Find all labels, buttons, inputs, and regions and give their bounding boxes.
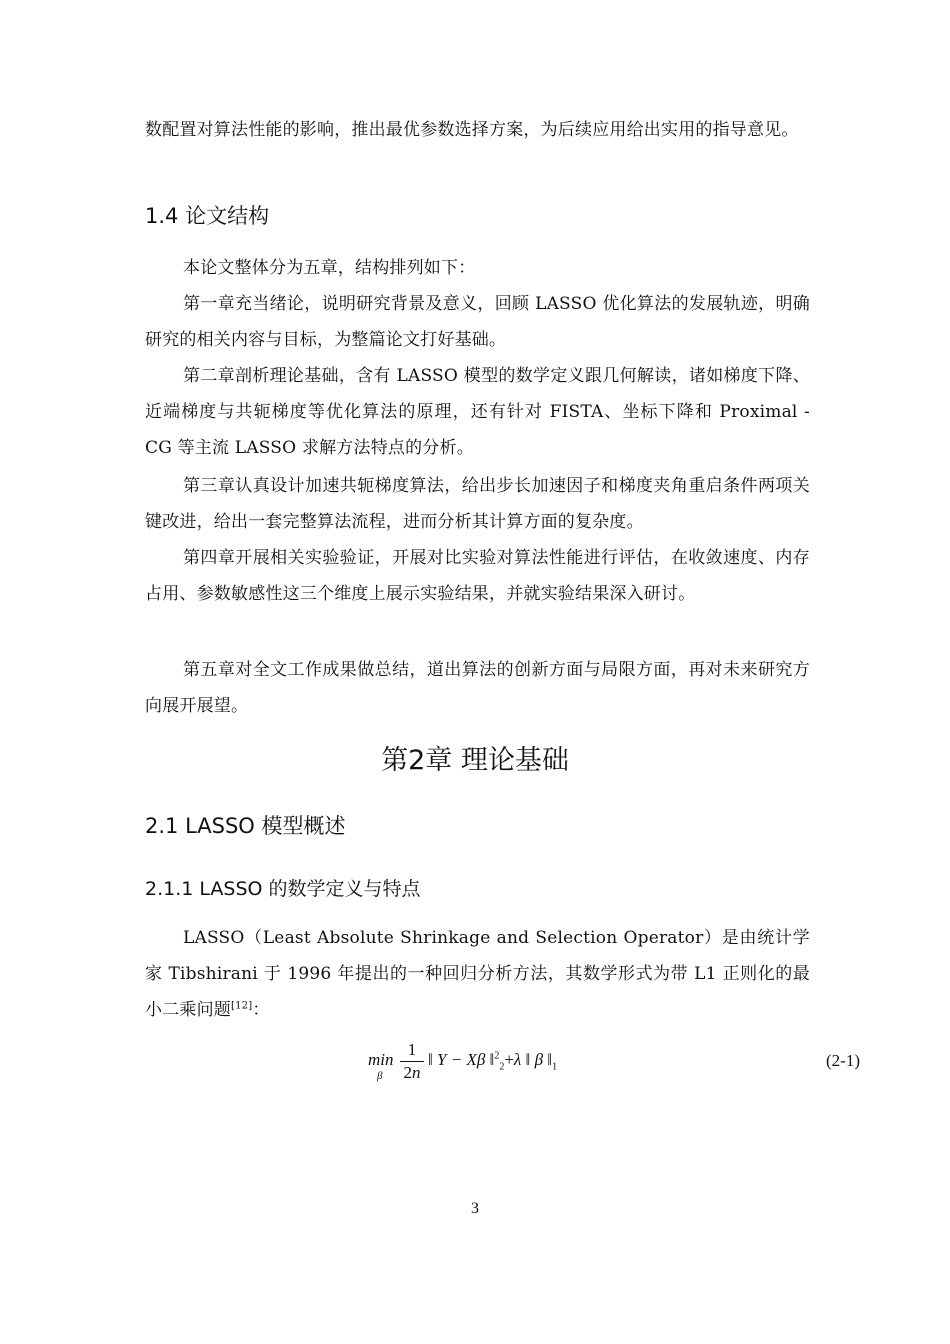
section-heading-2-1: 2.1 LASSO 模型概述 xyxy=(145,814,346,838)
equation-denominator xyxy=(400,1063,424,1083)
chapter-title: 第2章 理论基础 xyxy=(381,745,569,776)
equation-norm-b-sub: 1 xyxy=(552,1061,558,1073)
citation-ref[interactable]: [12] xyxy=(231,1000,253,1012)
paragraph-chapter-3: 第三章认真设计加速共轭梯度算法，给出步长加速因子和梯度夹角重启条件两项关键改进，给出一套完整算法流程，进而分析其计算方面的复杂度。 xyxy=(145,476,810,532)
fraction-bar xyxy=(400,1061,424,1062)
equation-body xyxy=(428,1050,557,1072)
equation-number: (2-1) xyxy=(826,1051,860,1070)
section-heading-2-1-1: 2.1.1 LASSO 的数学定义与特点 xyxy=(145,878,421,900)
equation-fraction xyxy=(400,1040,424,1083)
equation-numerator: 1 xyxy=(407,1040,417,1059)
paragraph-chapter-5: 第五章对全文工作成果做总结，道出算法的创新方面与局限方面，再对未来研究方向展开展望。 xyxy=(145,660,810,716)
denominator-variable: n xyxy=(412,1063,421,1082)
equation-norm-a-sup: 2 xyxy=(494,1050,500,1062)
paragraph-lasso xyxy=(145,920,810,1028)
equation-norm-a-sub: 2 xyxy=(499,1061,505,1073)
equation-lambda: λ xyxy=(513,1050,522,1069)
denominator-coefficient: 2 xyxy=(403,1063,412,1082)
paragraph-lasso-text: LASSO（Least Absolute Shrinkage and Selection Operator）是由统计学家 Tibshirani 于 1996 年提出的一种回归分析方法，其数学形式为带 L1 正则化的最小二乘问题 xyxy=(145,928,810,1020)
equation-min: min xyxy=(368,1050,394,1069)
equation-norm-b: ‖ β ‖ xyxy=(521,1050,553,1069)
paragraph-chapter-1: 第一章充当绪论，说明研究背景及意义，回顾 LASSO 优化算法的发展轨迹，明确研究的相关内容与目标，为整篇论文打好基础。 xyxy=(145,294,810,350)
paragraph-chapter-2: 第二章剖析理论基础，含有 LASSO 模型的数学定义跟几何解读，诸如梯度下降、近端梯度与共轭梯度等优化算法的原理，还有针对 FISTA、坐标下降和 Proximal - CG 等主流 LASSO 求解方法特点的分析。 xyxy=(145,366,810,458)
paragraph-lasso-colon: ： xyxy=(252,1000,270,1020)
paragraph-structure: 本论文整体分为五章，结构排列如下： xyxy=(183,258,476,278)
equation-plus: + xyxy=(504,1050,514,1069)
equation-norm-a: ‖ Y − Xβ ‖ xyxy=(428,1050,495,1069)
equation-min-subscript: β xyxy=(377,1070,383,1082)
page-number: 3 xyxy=(471,1200,479,1217)
section-heading-1-4: 1.4 论文结构 xyxy=(145,204,270,228)
paragraph-intro: 数配置对算法性能的影响，推出最优参数选择方案，为后续应用给出实用的指导意见。 xyxy=(145,120,799,140)
paragraph-chapter-4: 第四章开展相关实验验证，开展对比实验对算法性能进行评估，在收敛速度、内存占用、参数敏感性这三个维度上展示实验结果，并就实验结果深入研讨。 xyxy=(145,548,810,604)
